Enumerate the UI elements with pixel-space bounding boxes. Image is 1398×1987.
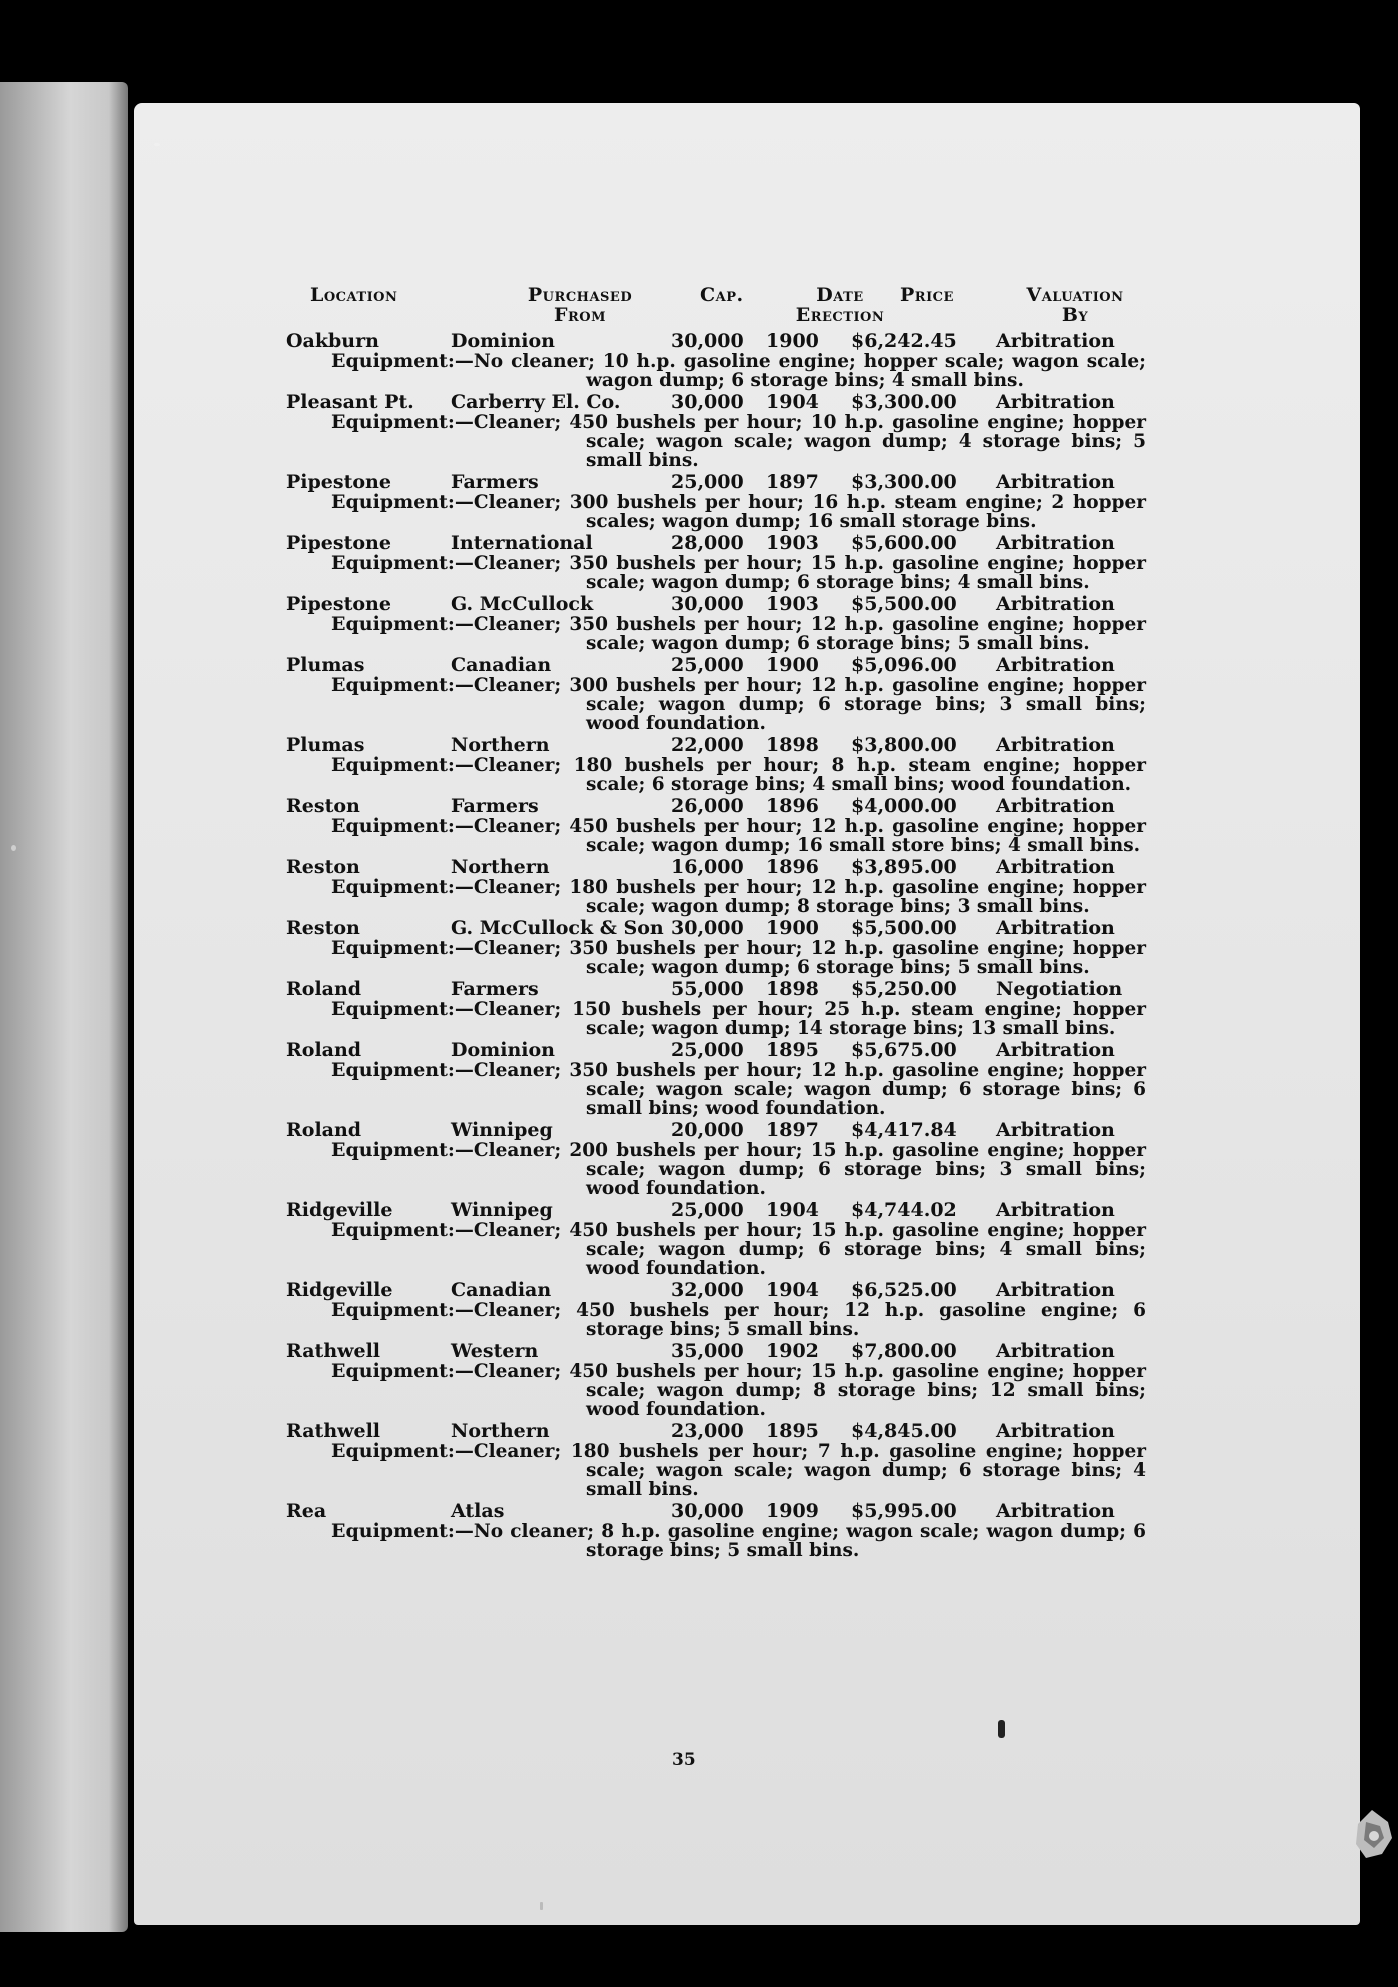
- entry-date: 1903: [766, 593, 819, 615]
- entry-equipment: [286, 1221, 1146, 1278]
- entry-capacity: 30,000: [671, 593, 744, 615]
- entry-purchased-from: Northern: [451, 734, 550, 756]
- entry-equipment: [286, 1141, 1146, 1198]
- entry-price: $3,300.00: [851, 471, 957, 493]
- elevator-entry: [286, 795, 1146, 855]
- equipment-label: Equipment:—: [331, 998, 474, 1020]
- entry-equipment: [286, 756, 1146, 794]
- entry-row: [286, 391, 1146, 413]
- entry-capacity: 20,000: [671, 1119, 744, 1141]
- elevator-entries-list: [286, 330, 1146, 1561]
- equipment-label: Equipment:—: [331, 1219, 474, 1241]
- header-location: Location: [310, 284, 398, 306]
- entry-row: [286, 978, 1146, 1000]
- entry-purchased-from: Canadian: [451, 1279, 552, 1301]
- equipment-description: Cleaner; 450 bushels per hour; 15 h.p. gasoline engine; hopper scale; wagon dump; 6 storage bins; 4 small bins; wood foundation.: [473, 1220, 1146, 1279]
- entry-price: $5,096.00: [851, 654, 957, 676]
- entry-equipment: [286, 1442, 1146, 1499]
- entry-date: 1898: [766, 978, 819, 1000]
- equipment-label: Equipment:—: [331, 613, 474, 635]
- equipment-label: Equipment:—: [331, 552, 474, 574]
- entry-price: $6,242.45: [851, 330, 957, 352]
- equipment-description: Cleaner; 450 bushels per hour; 12 h.p. gasoline engine; 6 storage bins; 5 small bins.: [473, 1300, 1146, 1340]
- entry-equipment: [286, 1362, 1146, 1419]
- elevator-entry: [286, 471, 1146, 531]
- equipment-label: Equipment:—: [331, 674, 474, 696]
- equipment-description: No cleaner; 8 h.p. gasoline engine; wagon scale; wagon dump; 6 storage bins; 5 small bins.: [473, 1521, 1146, 1561]
- entry-row: [286, 330, 1146, 352]
- entry-location: Reston: [286, 795, 360, 817]
- entry-capacity: 22,000: [671, 734, 744, 756]
- entry-date: 1897: [766, 471, 819, 493]
- entry-valuation: Arbitration: [996, 1119, 1115, 1141]
- elevator-entry: [286, 1039, 1146, 1118]
- entry-purchased-from: Western: [451, 1340, 539, 1362]
- entry-row: [286, 471, 1146, 493]
- entry-valuation: Arbitration: [996, 593, 1115, 615]
- entry-purchased-from: Winnipeg: [451, 1119, 553, 1141]
- entry-location: Roland: [286, 978, 362, 1000]
- entry-row: [286, 795, 1146, 817]
- entry-row: [286, 1119, 1146, 1141]
- margin-mark: [540, 1902, 543, 1910]
- entry-valuation: Arbitration: [996, 1500, 1115, 1522]
- entry-date: 1896: [766, 795, 819, 817]
- equipment-description: Cleaner; 180 bushels per hour; 12 h.p. gasoline engine; hopper scale; wagon dump; 8 storage bins; 3 small bins.: [473, 877, 1146, 917]
- equipment-description: No cleaner; 10 h.p. gasoline engine; hopper scale; wagon scale; wagon dump; 6 storage bins; 4 small bins.: [473, 351, 1146, 391]
- entry-price: $3,300.00: [851, 391, 957, 413]
- entry-purchased-from: Northern: [451, 856, 550, 878]
- entry-equipment: [286, 352, 1146, 390]
- equipment-label: Equipment:—: [331, 1520, 474, 1542]
- entry-purchased-from: Atlas: [451, 1500, 505, 1522]
- entry-date: 1896: [766, 856, 819, 878]
- entry-purchased-from: G. McCullock: [451, 593, 594, 615]
- entry-price: $6,525.00: [851, 1279, 957, 1301]
- entry-capacity: 16,000: [671, 856, 744, 878]
- entry-capacity: 25,000: [671, 1039, 744, 1061]
- entry-row: [286, 1199, 1146, 1221]
- entry-equipment: [286, 1301, 1146, 1339]
- entry-capacity: 30,000: [671, 1500, 744, 1522]
- elevator-entry: [286, 593, 1146, 653]
- elevator-entry: [286, 734, 1146, 794]
- equipment-description: Cleaner; 450 bushels per hour; 12 h.p. gasoline engine; hopper scale; wagon dump; 16 small store bins; 4 small bins.: [473, 816, 1146, 856]
- entry-location: Pipestone: [286, 593, 391, 615]
- entry-location: Plumas: [286, 734, 365, 756]
- entry-price: $5,500.00: [851, 593, 957, 615]
- equipment-label: Equipment:—: [331, 1299, 474, 1321]
- margin-mark: [11, 845, 16, 851]
- entry-capacity: 30,000: [671, 391, 744, 413]
- entry-date: 1897: [766, 1119, 819, 1141]
- entry-equipment: [286, 1061, 1146, 1118]
- entry-price: $5,675.00: [851, 1039, 957, 1061]
- entry-equipment: [286, 1522, 1146, 1560]
- entry-valuation: Arbitration: [996, 856, 1115, 878]
- entry-equipment: [286, 413, 1146, 470]
- entry-location: Reston: [286, 856, 360, 878]
- equipment-label: Equipment:—: [331, 411, 474, 433]
- entry-row: [286, 1039, 1146, 1061]
- entry-valuation: Arbitration: [996, 391, 1115, 413]
- entry-equipment: [286, 554, 1146, 592]
- entry-capacity: 28,000: [671, 532, 744, 554]
- entry-date: 1895: [766, 1420, 819, 1442]
- equipment-label: Equipment:—: [331, 754, 474, 776]
- entry-equipment: [286, 878, 1146, 916]
- entry-date: 1904: [766, 391, 819, 413]
- entry-row: [286, 1500, 1146, 1522]
- equipment-label: Equipment:—: [331, 937, 474, 959]
- entry-date: 1898: [766, 734, 819, 756]
- elevator-entry: [286, 1119, 1146, 1198]
- entry-valuation: Arbitration: [996, 1039, 1115, 1061]
- equipment-description: Cleaner; 180 bushels per hour; 8 h.p. steam engine; hopper scale; 6 storage bins; 4 small bins; wood foundation.: [473, 755, 1146, 795]
- entry-location: Rea: [286, 1500, 327, 1522]
- elevator-entry: [286, 330, 1146, 390]
- entry-price: $4,417.84: [851, 1119, 957, 1141]
- equipment-description: Cleaner; 150 bushels per hour; 25 h.p. steam engine; hopper scale; wagon dump; 14 storage bins; 13 small bins.: [473, 999, 1146, 1039]
- entry-price: $3,895.00: [851, 856, 957, 878]
- equipment-label: Equipment:—: [331, 876, 474, 898]
- entry-row: [286, 1340, 1146, 1362]
- entry-purchased-from: Carberry El. Co.: [451, 391, 621, 413]
- equipment-description: Cleaner; 450 bushels per hour; 10 h.p. gasoline engine; hopper scale; wagon scale; wagon dump; 4 storage bins; 5 small bins.: [473, 412, 1146, 471]
- entry-price: $4,744.02: [851, 1199, 957, 1221]
- entry-location: Reston: [286, 917, 360, 939]
- equipment-label: Equipment:—: [331, 1360, 474, 1382]
- entry-equipment: [286, 615, 1146, 653]
- entry-location: Pipestone: [286, 532, 391, 554]
- entry-purchased-from: Canadian: [451, 654, 552, 676]
- entry-valuation: Arbitration: [996, 1199, 1115, 1221]
- elevator-entry: [286, 654, 1146, 733]
- entry-capacity: 25,000: [671, 1199, 744, 1221]
- equipment-label: Equipment:—: [331, 350, 474, 372]
- entry-date: 1895: [766, 1039, 819, 1061]
- entry-purchased-from: Dominion: [451, 330, 555, 352]
- entry-valuation: Arbitration: [996, 917, 1115, 939]
- entry-purchased-from: International: [451, 532, 593, 554]
- entry-row: [286, 593, 1146, 615]
- entry-row: [286, 1279, 1146, 1301]
- entry-purchased-from: Farmers: [451, 471, 539, 493]
- entry-equipment: [286, 939, 1146, 977]
- entry-date: 1900: [766, 917, 819, 939]
- elevator-entry: [286, 391, 1146, 470]
- entry-purchased-from: Dominion: [451, 1039, 555, 1061]
- entry-equipment: [286, 676, 1146, 733]
- entry-location: Rathwell: [286, 1340, 381, 1362]
- entry-valuation: Arbitration: [996, 532, 1115, 554]
- elevator-entry: [286, 978, 1146, 1038]
- left-page-edge: [0, 82, 128, 1932]
- ink-smudge: [998, 1720, 1005, 1738]
- equipment-description: Cleaner; 300 bushels per hour; 12 h.p. gasoline engine; hopper scale; wagon dump; 6 storage bins; 3 small bins; wood foundation.: [473, 675, 1146, 734]
- entry-valuation: Arbitration: [996, 734, 1115, 756]
- header-capacity: Cap.: [700, 284, 744, 306]
- corner-emblem-icon: [1352, 1808, 1394, 1860]
- entry-date: 1904: [766, 1199, 819, 1221]
- paper-speck: [154, 143, 160, 146]
- entry-location: Pleasant Pt.: [286, 391, 414, 413]
- equipment-description: Cleaner; 350 bushels per hour; 12 h.p. gasoline engine; hopper scale; wagon dump; 6 storage bins; 5 small bins.: [473, 614, 1146, 654]
- entry-location: Roland: [286, 1039, 362, 1061]
- equipment-description: Cleaner; 350 bushels per hour; 12 h.p. gasoline engine; hopper scale; wagon dump; 6 storage bins; 5 small bins.: [473, 938, 1146, 978]
- entry-capacity: 23,000: [671, 1420, 744, 1442]
- entry-purchased-from: Northern: [451, 1420, 550, 1442]
- equipment-description: Cleaner; 350 bushels per hour; 12 h.p. gasoline engine; hopper scale; wagon scale; wagon dump; 6 storage bins; 6 small bins; wood foundation.: [473, 1060, 1146, 1119]
- elevator-entry: [286, 1500, 1146, 1560]
- entry-valuation: Arbitration: [996, 1420, 1115, 1442]
- equipment-description: Cleaner; 180 bushels per hour; 7 h.p. gasoline engine; hopper scale; wagon scale; wagon dump; 6 storage bins; 4 small bins.: [473, 1441, 1146, 1500]
- equipment-label: Equipment:—: [331, 491, 474, 513]
- header-purchased-from: Purchased From: [527, 284, 633, 326]
- entry-location: Pipestone: [286, 471, 391, 493]
- entry-price: $5,500.00: [851, 917, 957, 939]
- entry-location: Oakburn: [286, 330, 379, 352]
- header-valuation-by: Valuation By: [1026, 284, 1124, 326]
- header-date-erection: Date Erection: [795, 284, 885, 326]
- entry-purchased-from: G. McCullock & Son: [451, 917, 664, 939]
- entry-capacity: 26,000: [671, 795, 744, 817]
- entry-purchased-from: Farmers: [451, 978, 539, 1000]
- elevator-entry: [286, 1199, 1146, 1278]
- entry-row: [286, 734, 1146, 756]
- entry-row: [286, 1420, 1146, 1442]
- equipment-description: Cleaner; 350 bushels per hour; 15 h.p. gasoline engine; hopper scale; wagon dump; 6 storage bins; 4 small bins.: [473, 553, 1146, 593]
- elevator-entry: [286, 1420, 1146, 1499]
- entry-valuation: Arbitration: [996, 330, 1115, 352]
- equipment-label: Equipment:—: [331, 1440, 474, 1462]
- entry-price: $5,250.00: [851, 978, 957, 1000]
- equipment-label: Equipment:—: [331, 1139, 474, 1161]
- entry-price: $4,845.00: [851, 1420, 957, 1442]
- header-price: Price: [900, 284, 954, 306]
- entry-date: 1900: [766, 654, 819, 676]
- entry-purchased-from: Winnipeg: [451, 1199, 553, 1221]
- entry-date: 1909: [766, 1500, 819, 1522]
- elevator-entry: [286, 532, 1146, 592]
- entry-valuation: Arbitration: [996, 654, 1115, 676]
- entry-date: 1900: [766, 330, 819, 352]
- entry-equipment: [286, 1000, 1146, 1038]
- entry-valuation: Arbitration: [996, 795, 1115, 817]
- equipment-description: Cleaner; 200 bushels per hour; 15 h.p. gasoline engine; hopper scale; wagon dump; 6 storage bins; 3 small bins; wood foundation.: [473, 1140, 1146, 1199]
- entry-location: Plumas: [286, 654, 365, 676]
- entry-row: [286, 856, 1146, 878]
- entry-price: $7,800.00: [851, 1340, 957, 1362]
- entry-location: Rathwell: [286, 1420, 381, 1442]
- entry-capacity: 35,000: [671, 1340, 744, 1362]
- entry-capacity: 32,000: [671, 1279, 744, 1301]
- entry-price: $4,000.00: [851, 795, 957, 817]
- entry-location: Ridgeville: [286, 1279, 393, 1301]
- entry-location: Ridgeville: [286, 1199, 393, 1221]
- equipment-description: Cleaner; 450 bushels per hour; 15 h.p. gasoline engine; hopper scale; wagon dump; 8 storage bins; 12 small bins; wood foundation.: [473, 1361, 1146, 1420]
- equipment-label: Equipment:—: [331, 815, 474, 837]
- entry-date: 1903: [766, 532, 819, 554]
- entry-valuation: Arbitration: [996, 471, 1115, 493]
- entry-price: $3,800.00: [851, 734, 957, 756]
- entry-valuation: Negotiation: [996, 978, 1123, 1000]
- elevator-entry: [286, 856, 1146, 916]
- equipment-label: Equipment:—: [331, 1059, 474, 1081]
- entry-capacity: 25,000: [671, 654, 744, 676]
- entry-capacity: 30,000: [671, 330, 744, 352]
- entry-location: Roland: [286, 1119, 362, 1141]
- entry-row: [286, 654, 1146, 676]
- entry-price: $5,600.00: [851, 532, 957, 554]
- entry-valuation: Arbitration: [996, 1340, 1115, 1362]
- entry-date: 1902: [766, 1340, 819, 1362]
- elevator-entry: [286, 917, 1146, 977]
- entry-capacity: 25,000: [671, 471, 744, 493]
- entry-equipment: [286, 493, 1146, 531]
- entry-date: 1904: [766, 1279, 819, 1301]
- page-number: 35: [672, 1750, 696, 1770]
- entry-valuation: Arbitration: [996, 1279, 1115, 1301]
- entry-equipment: [286, 817, 1146, 855]
- entry-row: [286, 532, 1146, 554]
- elevator-entry: [286, 1279, 1146, 1339]
- entry-capacity: 30,000: [671, 917, 744, 939]
- entry-capacity: 55,000: [671, 978, 744, 1000]
- equipment-description: Cleaner; 300 bushels per hour; 16 h.p. steam engine; 2 hopper scales; wagon dump; 16 small storage bins.: [473, 492, 1146, 532]
- elevator-entry: [286, 1340, 1146, 1419]
- entry-purchased-from: Farmers: [451, 795, 539, 817]
- entry-row: [286, 917, 1146, 939]
- entry-price: $5,995.00: [851, 1500, 957, 1522]
